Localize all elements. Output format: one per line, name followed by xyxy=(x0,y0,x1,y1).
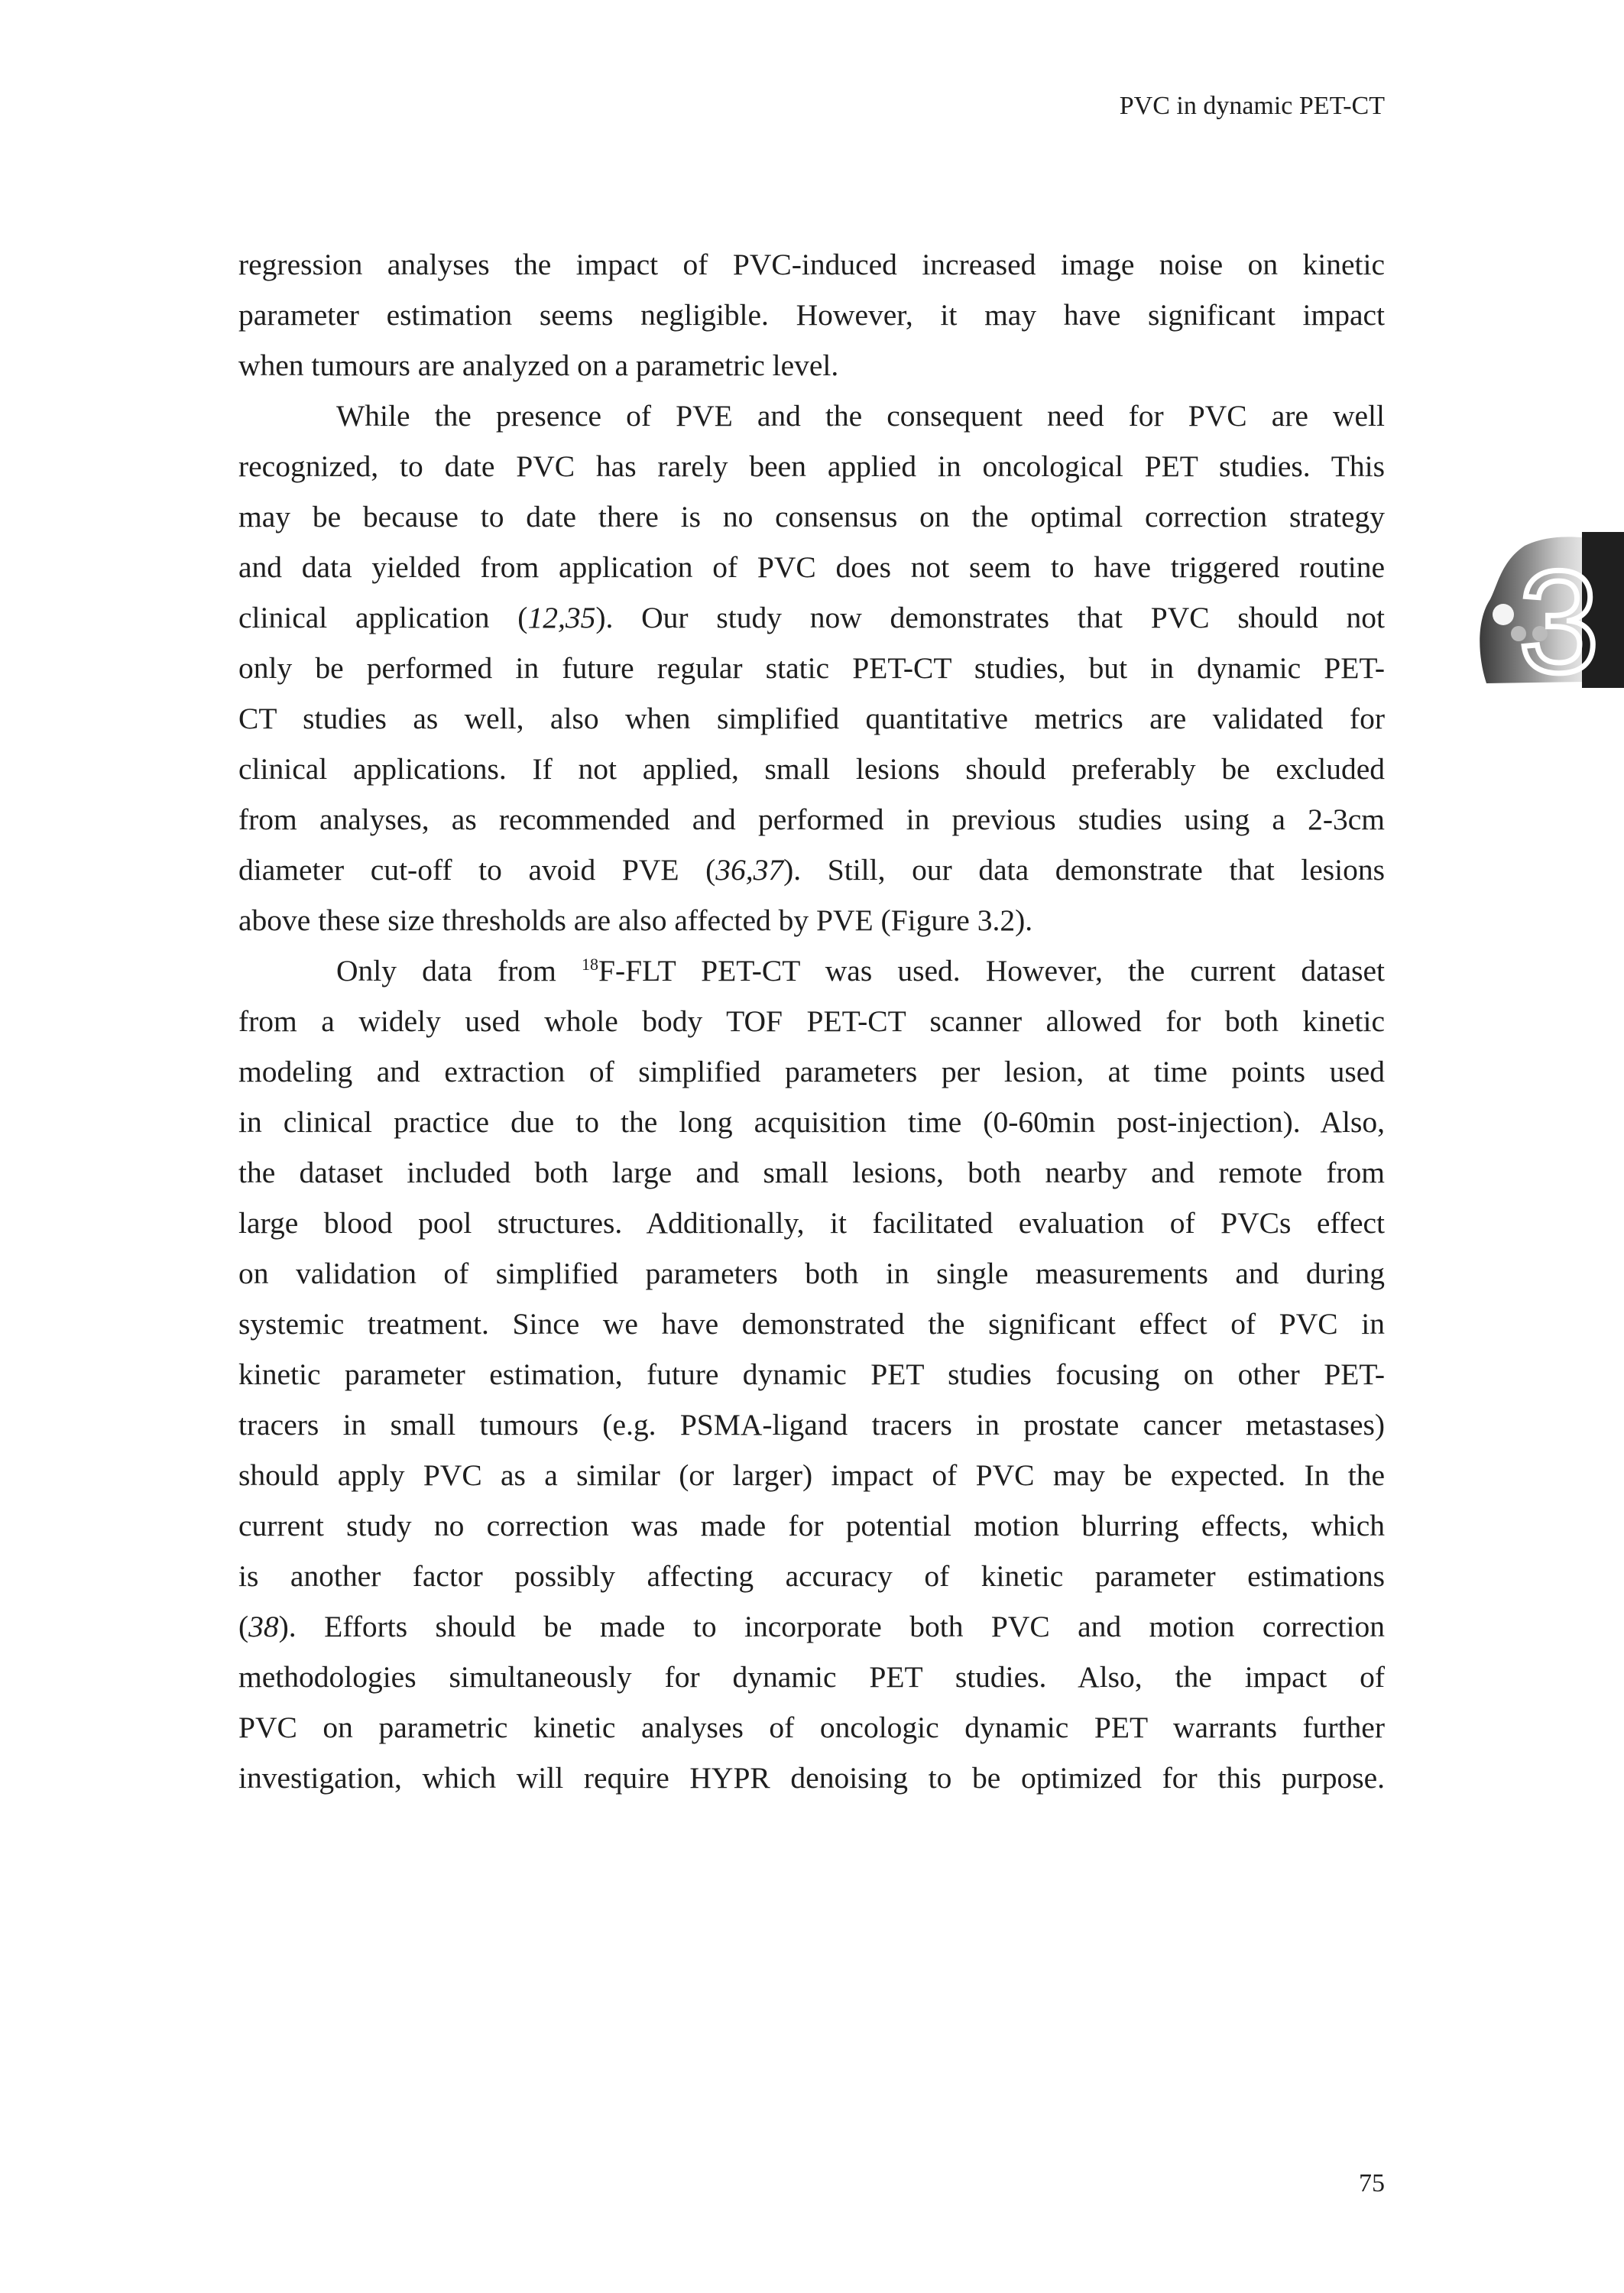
chapter-number: 3 xyxy=(1519,541,1600,688)
text-line xyxy=(238,1450,1385,1500)
text-line xyxy=(238,290,1385,340)
text-segment: only be performed in future regular static PET-CT studies, but in dynamic PET- xyxy=(238,651,1385,685)
text-line xyxy=(238,794,1385,845)
text-line xyxy=(238,340,1385,391)
text-line xyxy=(238,1652,1385,1702)
text-segment: systemic treatment. Since we have demonstrated the significant effect of PVC in xyxy=(238,1307,1385,1341)
text-line xyxy=(238,1147,1385,1198)
text-segment: ( xyxy=(238,1610,249,1643)
text-segment: current study no correction was made for potential motion blurring effects, which xyxy=(238,1509,1385,1542)
text-line xyxy=(238,1702,1385,1753)
text-segment: modeling and extraction of simplified parameters per lesion, at time points used xyxy=(238,1055,1385,1088)
text-segment: ). Our study now demonstrates that PVC should not xyxy=(595,601,1386,634)
text-line xyxy=(238,1097,1385,1147)
text-line xyxy=(238,643,1385,693)
text-line xyxy=(238,441,1385,491)
page-number: 75 xyxy=(1359,2169,1385,2197)
text-line xyxy=(238,1601,1385,1652)
text-segment: clinical application ( xyxy=(238,601,528,634)
text-line xyxy=(238,542,1385,592)
text-segment: diameter cut-off to avoid PVE ( xyxy=(238,853,716,887)
text-segment: in clinical practice due to the long acquisition time (0-60min post-injection). Also, xyxy=(238,1105,1385,1139)
text-line xyxy=(238,895,1385,945)
text-line xyxy=(238,1500,1385,1551)
body-text xyxy=(238,239,1385,1803)
text-line xyxy=(238,391,1385,441)
text-segment: ). Efforts should be made to incorporate both PVC and motion correction xyxy=(278,1610,1385,1643)
citation-reference: 12,35 xyxy=(527,601,596,634)
text-line xyxy=(238,1753,1385,1803)
text-segment: from analyses, as recommended and performed in previous studies using a 2-3cm xyxy=(238,803,1385,836)
chapter-car-image xyxy=(1471,530,1624,688)
text-segment: clinical applications. If not applied, small lesions should preferably be excluded xyxy=(238,752,1385,786)
text-line xyxy=(238,1248,1385,1299)
text-segment: Only data from xyxy=(336,954,582,988)
text-line xyxy=(238,1551,1385,1601)
running-head: PVC in dynamic PET-CT xyxy=(1119,92,1385,120)
text-segment: large blood pool structures. Additionally, it facilitated evaluation of PVCs effect xyxy=(238,1206,1385,1240)
text-line xyxy=(238,592,1385,643)
text-line xyxy=(238,491,1385,542)
text-segment: may be because to date there is no consensus on the optimal correction strategy xyxy=(238,500,1385,534)
text-line xyxy=(238,945,1385,996)
text-line xyxy=(238,1299,1385,1349)
text-line xyxy=(238,1399,1385,1450)
superscript: 18 xyxy=(581,955,598,974)
text-line xyxy=(238,693,1385,744)
text-segment: should apply PVC as a similar (or larger) impact of PVC may be expected. In the xyxy=(238,1458,1385,1492)
citation-reference: 38 xyxy=(248,1610,279,1643)
text-line xyxy=(238,996,1385,1046)
citation-reference: 36,37 xyxy=(715,853,784,887)
text-segment: and data yielded from application of PVC does not seem to have triggered routine xyxy=(238,550,1385,584)
text-segment: methodologies simultaneously for dynamic PET studies. Also, the impact of xyxy=(238,1660,1385,1694)
text-segment: on validation of simplified parameters both in single measurements and during xyxy=(238,1257,1385,1290)
text-line xyxy=(238,845,1385,895)
text-line xyxy=(238,1349,1385,1399)
text-segment: parameter estimation seems negligible. However, it may have significant impact xyxy=(238,298,1385,332)
text-segment: regression analyses the impact of PVC-induced increased image noise on kinetic xyxy=(238,248,1385,281)
text-line xyxy=(238,1046,1385,1097)
text-segment: recognized, to date PVC has rarely been applied in oncological PET studies. This xyxy=(238,449,1385,483)
text-segment: above these size thresholds are also affected by PVE (Figure 3.2). xyxy=(238,903,1033,937)
text-segment: the dataset included both large and small lesions, both nearby and remote from xyxy=(238,1156,1385,1189)
text-segment: investigation, which will require HYPR denoising to be optimized for this purpose. xyxy=(238,1761,1385,1795)
text-segment: F-FLT PET-CT was used. However, the current dataset xyxy=(598,954,1385,988)
text-segment: CT studies as well, also when simplified quantitative metrics are validated for xyxy=(238,702,1385,735)
text-segment: from a widely used whole body TOF PET-CT scanner allowed for both kinetic xyxy=(238,1004,1385,1038)
text-line xyxy=(238,239,1385,290)
text-segment: PVC on parametric kinetic analyses of oncologic dynamic PET warrants further xyxy=(238,1711,1385,1744)
text-segment: is another factor possibly affecting accuracy of kinetic parameter estimations xyxy=(238,1559,1385,1593)
text-line xyxy=(238,744,1385,794)
chapter-thumb-tab xyxy=(1471,530,1624,688)
text-segment: While the presence of PVE and the consequent need for PVC are well xyxy=(336,399,1385,433)
text-segment: when tumours are analyzed on a parametric level. xyxy=(238,349,839,382)
text-line xyxy=(238,1198,1385,1248)
text-segment: kinetic parameter estimation, future dynamic PET studies focusing on other PET- xyxy=(238,1357,1385,1391)
text-segment: ). Still, our data demonstrate that lesions xyxy=(783,853,1386,887)
text-segment: tracers in small tumours (e.g. PSMA-ligand tracers in prostate cancer metastases) xyxy=(238,1408,1385,1442)
